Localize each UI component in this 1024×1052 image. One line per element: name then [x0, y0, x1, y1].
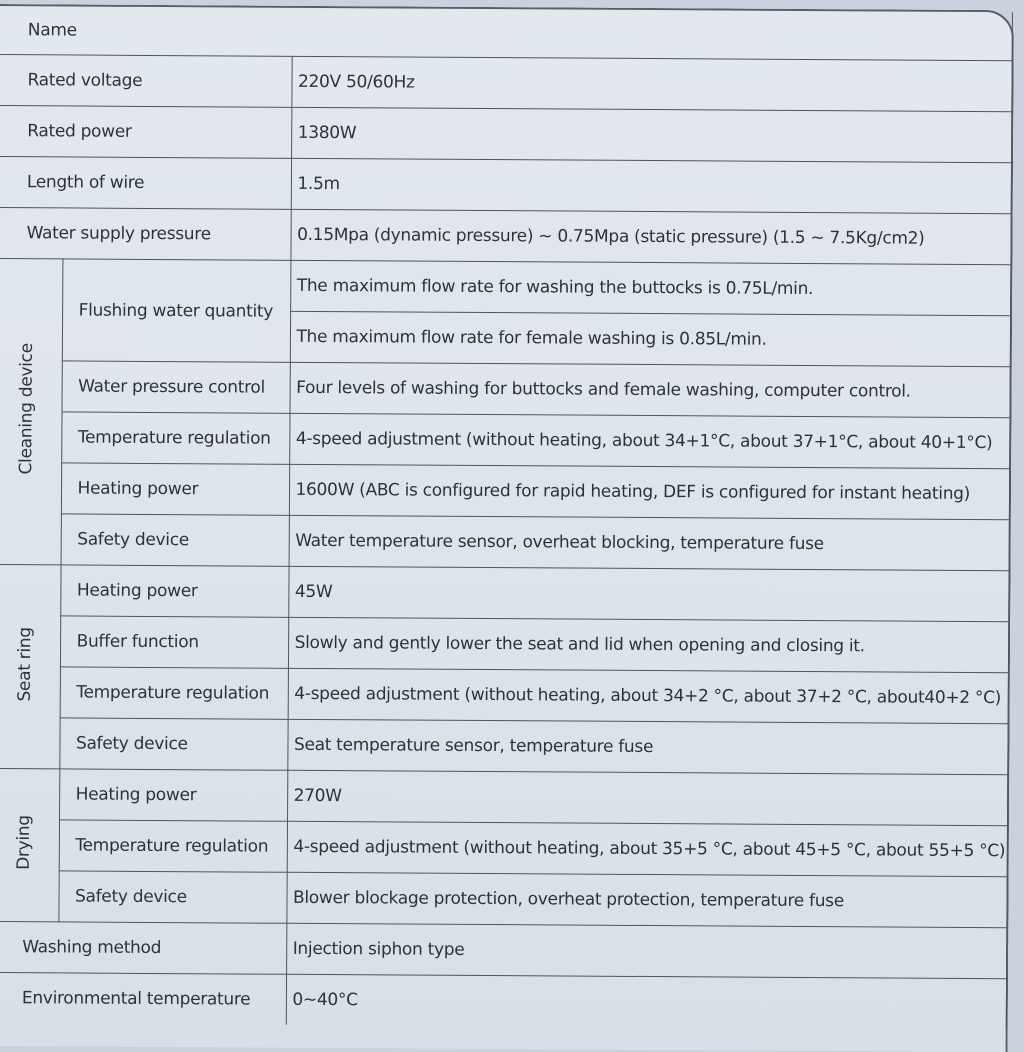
row-value: 4-speed adjustment (without heating, about 35+5 °C, about 45+5 °C, about 55+5 °C) [287, 821, 1007, 876]
row-label: Safety device [58, 871, 286, 923]
row-value: 0~40°C [286, 974, 1006, 1029]
row-label: Rated voltage [0, 54, 292, 107]
table-row [0, 411, 1010, 468]
table-row [0, 921, 1006, 978]
row-label: Flushing water quantity [62, 259, 291, 362]
group-cleaning-device [0, 258, 62, 564]
row-label: Heating power [61, 463, 289, 515]
table-row [0, 768, 1007, 825]
row-value: The maximum flow rate for female washing is 0.85L/min. [290, 311, 1010, 366]
table-row [0, 54, 1012, 111]
row-value: 45W [288, 566, 1008, 621]
group-label: Drying [13, 815, 34, 871]
name-label: Name [0, 6, 1012, 61]
row-label: Washing method [0, 921, 286, 974]
row-label: Heating power [59, 769, 287, 821]
row-label: Rated power [0, 105, 291, 158]
row-label: Temperature regulation [61, 412, 289, 464]
group-label: Cleaning device [15, 343, 37, 475]
table-row [0, 207, 1011, 264]
row-value: 270W [287, 770, 1007, 825]
row-label: Temperature regulation [59, 820, 287, 872]
table-row [0, 462, 1009, 519]
table-row [0, 258, 1010, 315]
row-label: Length of wire [0, 156, 291, 209]
spec-sheet [0, 4, 1014, 1052]
name-row [0, 6, 1012, 61]
row-value: 0.15Mpa (dynamic pressure) ~ 0.75Mpa (static pressure) (1.5 ~ 7.5Kg/cm2) [290, 209, 1010, 264]
row-label: Buffer function [60, 616, 288, 668]
row-value: 1.5m [291, 158, 1011, 213]
row-value: 1380W [291, 107, 1011, 162]
row-label: Water supply pressure [0, 207, 291, 260]
row-value: The maximum flow rate for washing the buttocks is 0.75L/min. [290, 260, 1010, 315]
row-label: Heating power [60, 565, 288, 617]
row-value: Water temperature sensor, overheat blocking, temperature fuse [289, 515, 1009, 570]
row-value: 4-speed adjustment (without heating, about 34+1°C, about 37+1°C, about 40+1°C) [289, 413, 1009, 468]
row-value: Four levels of washing for buttocks and female washing, computer control. [290, 362, 1010, 417]
row-value: Slowly and gently lower the seat and lid when opening and closing it. [288, 617, 1008, 672]
row-label: Safety device [59, 718, 287, 770]
row-value: Seat temperature sensor, temperature fuse [287, 719, 1007, 774]
table-row [0, 513, 1009, 570]
row-value: 4-speed adjustment (without heating, about 34+2 °C, about 37+2 °C, about40+2 °C) [288, 668, 1008, 723]
row-label: Water pressure control [62, 361, 290, 413]
row-label: Safety device [61, 514, 289, 566]
group-label: Seat ring [14, 626, 35, 702]
group-drying [0, 768, 59, 921]
row-value: 220V 50/60Hz [291, 56, 1011, 111]
spec-table [0, 6, 1013, 1029]
row-label: Environmental temperature [0, 972, 286, 1024]
table-row [0, 870, 1007, 927]
row-value: Injection siphon type [286, 923, 1006, 978]
row-value: Blower blockage protection, overheat protection, temperature fuse [286, 872, 1006, 927]
table-row [0, 819, 1007, 876]
group-seat-ring [0, 564, 61, 768]
table-row [0, 972, 1006, 1029]
table-row [0, 717, 1008, 774]
table-row [0, 615, 1008, 672]
table-row [0, 156, 1011, 213]
table-row [0, 105, 1011, 162]
row-value: 1600W (ABC is configured for rapid heating, DEF is configured for instant heating) [289, 464, 1009, 519]
table-row [0, 564, 1009, 621]
table-row [0, 666, 1008, 723]
row-label: Temperature regulation [60, 667, 288, 719]
table-row [0, 360, 1010, 417]
